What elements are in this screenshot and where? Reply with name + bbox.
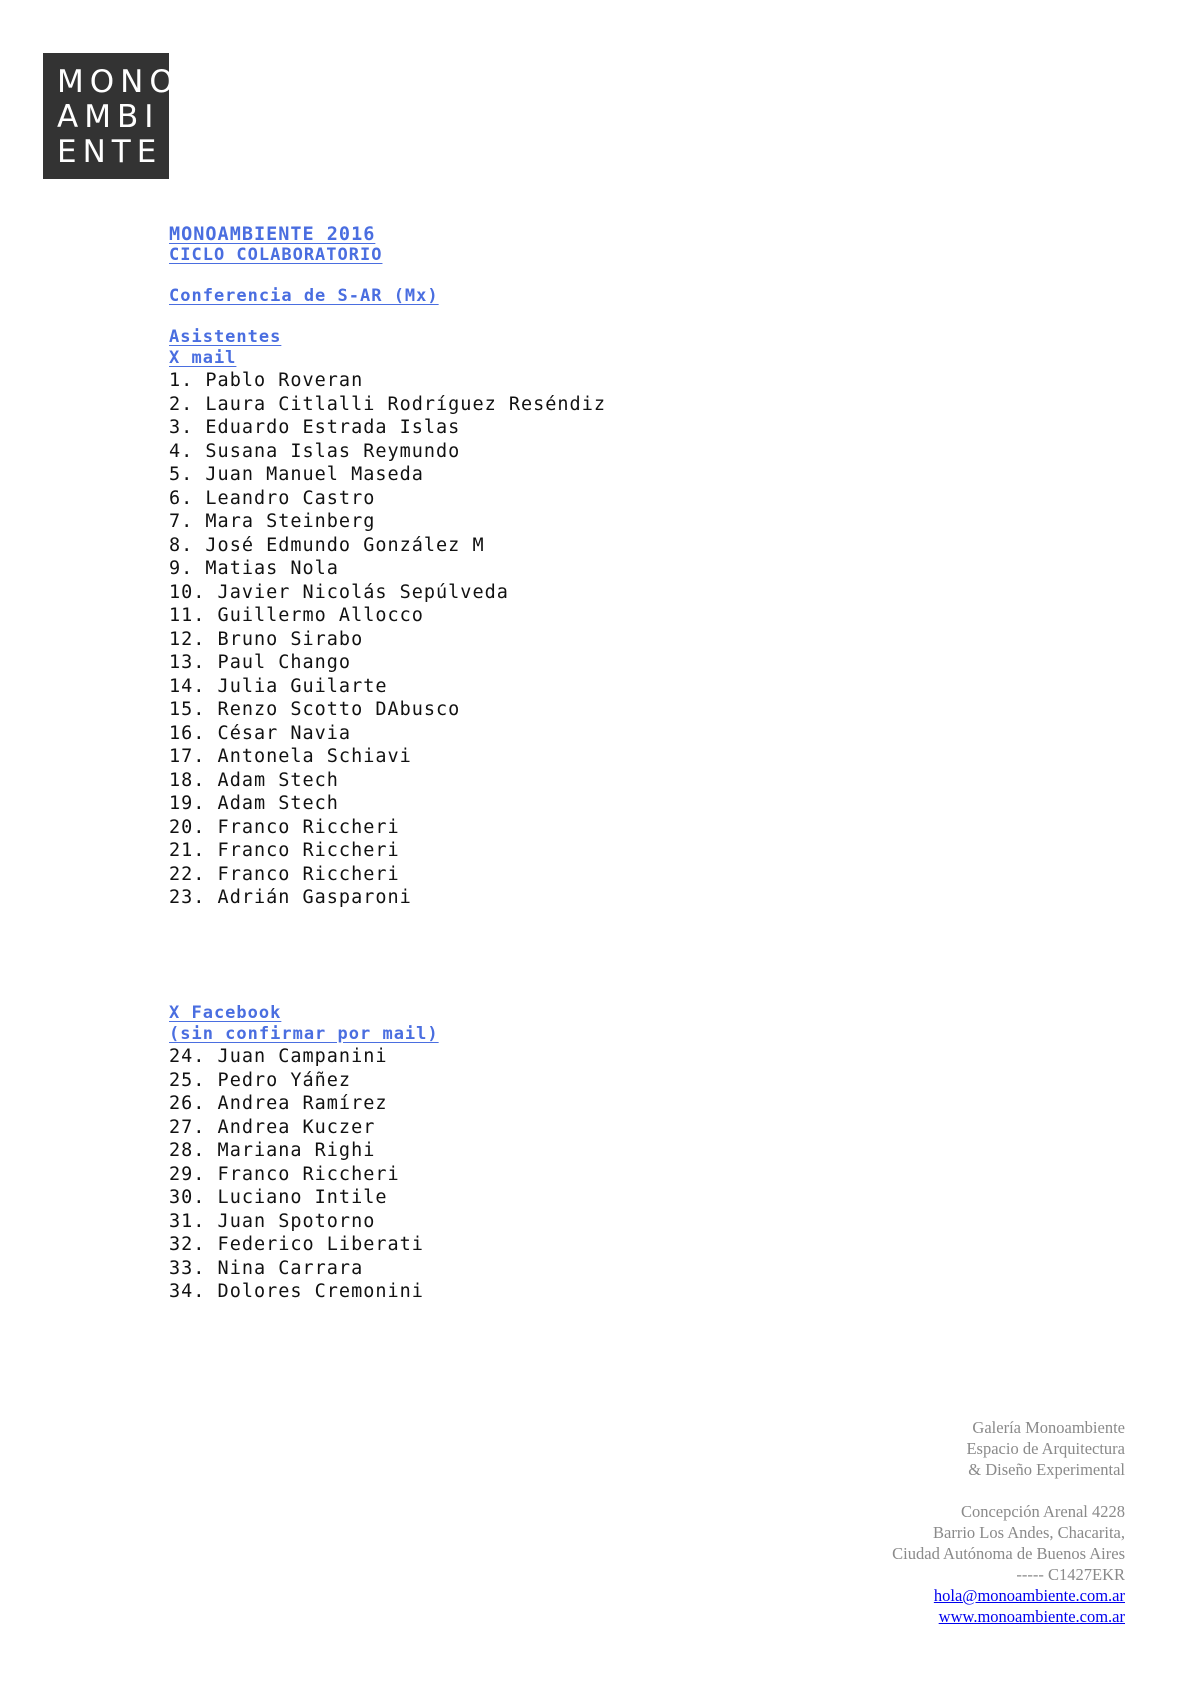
facebook-attendee-list <box>169 1045 439 1304</box>
document-subtitle: CICLO COLABORATORIO <box>169 245 383 265</box>
attendee-item: 14. Julia Guilarte <box>169 675 388 697</box>
attendee-item: 19. Adam Stech <box>169 793 339 814</box>
attendee-item: 17. Antonela Schiavi <box>169 746 412 767</box>
attendee-item: 7. Mara Steinberg <box>169 511 376 532</box>
event-title: Conferencia de S-AR (Mx) <box>169 286 439 306</box>
attendee-item: 26. Andrea Ramírez <box>169 1093 388 1114</box>
facebook-section-title: X Facebook <box>169 1003 282 1023</box>
attendee-item: 32. Federico Liberati <box>169 1234 424 1255</box>
logo <box>43 53 180 179</box>
document-title: MONOAMBIENTE 2016 <box>169 224 376 245</box>
attendee-item: 4. Susana Islas Reymundo <box>169 440 461 462</box>
attendee-item: 6. Leandro Castro <box>169 487 376 509</box>
footer-gallery-line: Espacio de Arquitectura <box>966 1439 1125 1458</box>
attendee-item: 34. Dolores Cremonini <box>169 1281 424 1302</box>
attendee-item: 27. Andrea Kuczer <box>169 1116 376 1138</box>
attendee-item: 3. Eduardo Estrada Islas <box>169 417 461 438</box>
attendee-item: 8. José Edmundo González M <box>169 534 485 556</box>
email-link[interactable]: hola@monoambiente.com.ar <box>933 1586 1125 1605</box>
attendee-item: 28. Mariana Righi <box>169 1140 376 1161</box>
section-title: Asistentes <box>169 327 282 347</box>
mail-attendee-list <box>169 369 869 910</box>
attendee-item: 20. Franco Riccheri <box>169 816 400 838</box>
attendee-item: 18. Adam Stech <box>169 769 339 791</box>
attendee-item: 24. Juan Campanini <box>169 1046 388 1067</box>
attendee-item: 15. Renzo Scotto DAbusco <box>169 699 461 720</box>
facebook-section <box>169 1003 439 1304</box>
attendee-item: 9. Matias Nola <box>169 558 339 579</box>
attendee-item: 29. Franco Riccheri <box>169 1163 400 1185</box>
attendee-item: 12. Bruno Sirabo <box>169 628 364 650</box>
website-link[interactable]: www.monoambiente.com.ar <box>938 1607 1125 1626</box>
attendee-item: 16. César Navia <box>169 722 352 744</box>
attendee-item: 25. Pedro Yáñez <box>169 1069 352 1091</box>
facebook-section-subtitle: (sin confirmar por mail) <box>169 1024 439 1044</box>
attendee-item: 11. Guillermo Allocco <box>169 605 424 626</box>
section-subtitle-mail: X mail <box>169 348 237 368</box>
attendee-item: 13. Paul Chango <box>169 652 352 673</box>
footer-address-line: Concepción Arenal 4228 <box>960 1502 1125 1521</box>
attendee-item: 23. Adrián Gasparoni <box>169 887 412 908</box>
attendee-item: 10. Javier Nicolás Sepúlveda <box>169 581 509 603</box>
logo-line-1: MONO <box>57 64 180 100</box>
footer-gallery-line: & Diseño Experimental <box>968 1460 1125 1479</box>
footer-address-line: Ciudad Autónoma de Buenos Aires <box>892 1544 1125 1563</box>
attendee-item: 30. Luciano Intile <box>169 1187 388 1208</box>
attendee-item: 2. Laura Citlalli Rodríguez Reséndiz <box>169 393 606 415</box>
footer-gallery-line: Galería Monoambiente <box>972 1418 1125 1437</box>
logo-line-3: ENTE <box>57 134 163 170</box>
attendee-item: 21. Franco Riccheri <box>169 840 400 861</box>
main-content <box>169 224 869 910</box>
footer-address-line: ----- C1427EKR <box>1016 1565 1125 1584</box>
footer-address-line: Barrio Los Andes, Chacarita, <box>933 1523 1125 1542</box>
attendee-item: 22. Franco Riccheri <box>169 863 400 885</box>
footer <box>892 1417 1125 1627</box>
logo-line-2: AMBI <box>57 99 160 135</box>
attendee-item: 33. Nina Carrara <box>169 1257 364 1279</box>
attendee-item: 5. Juan Manuel Maseda <box>169 464 424 485</box>
attendee-item: 31. Juan Spotorno <box>169 1210 376 1232</box>
attendee-item: 1. Pablo Roveran <box>169 370 364 391</box>
